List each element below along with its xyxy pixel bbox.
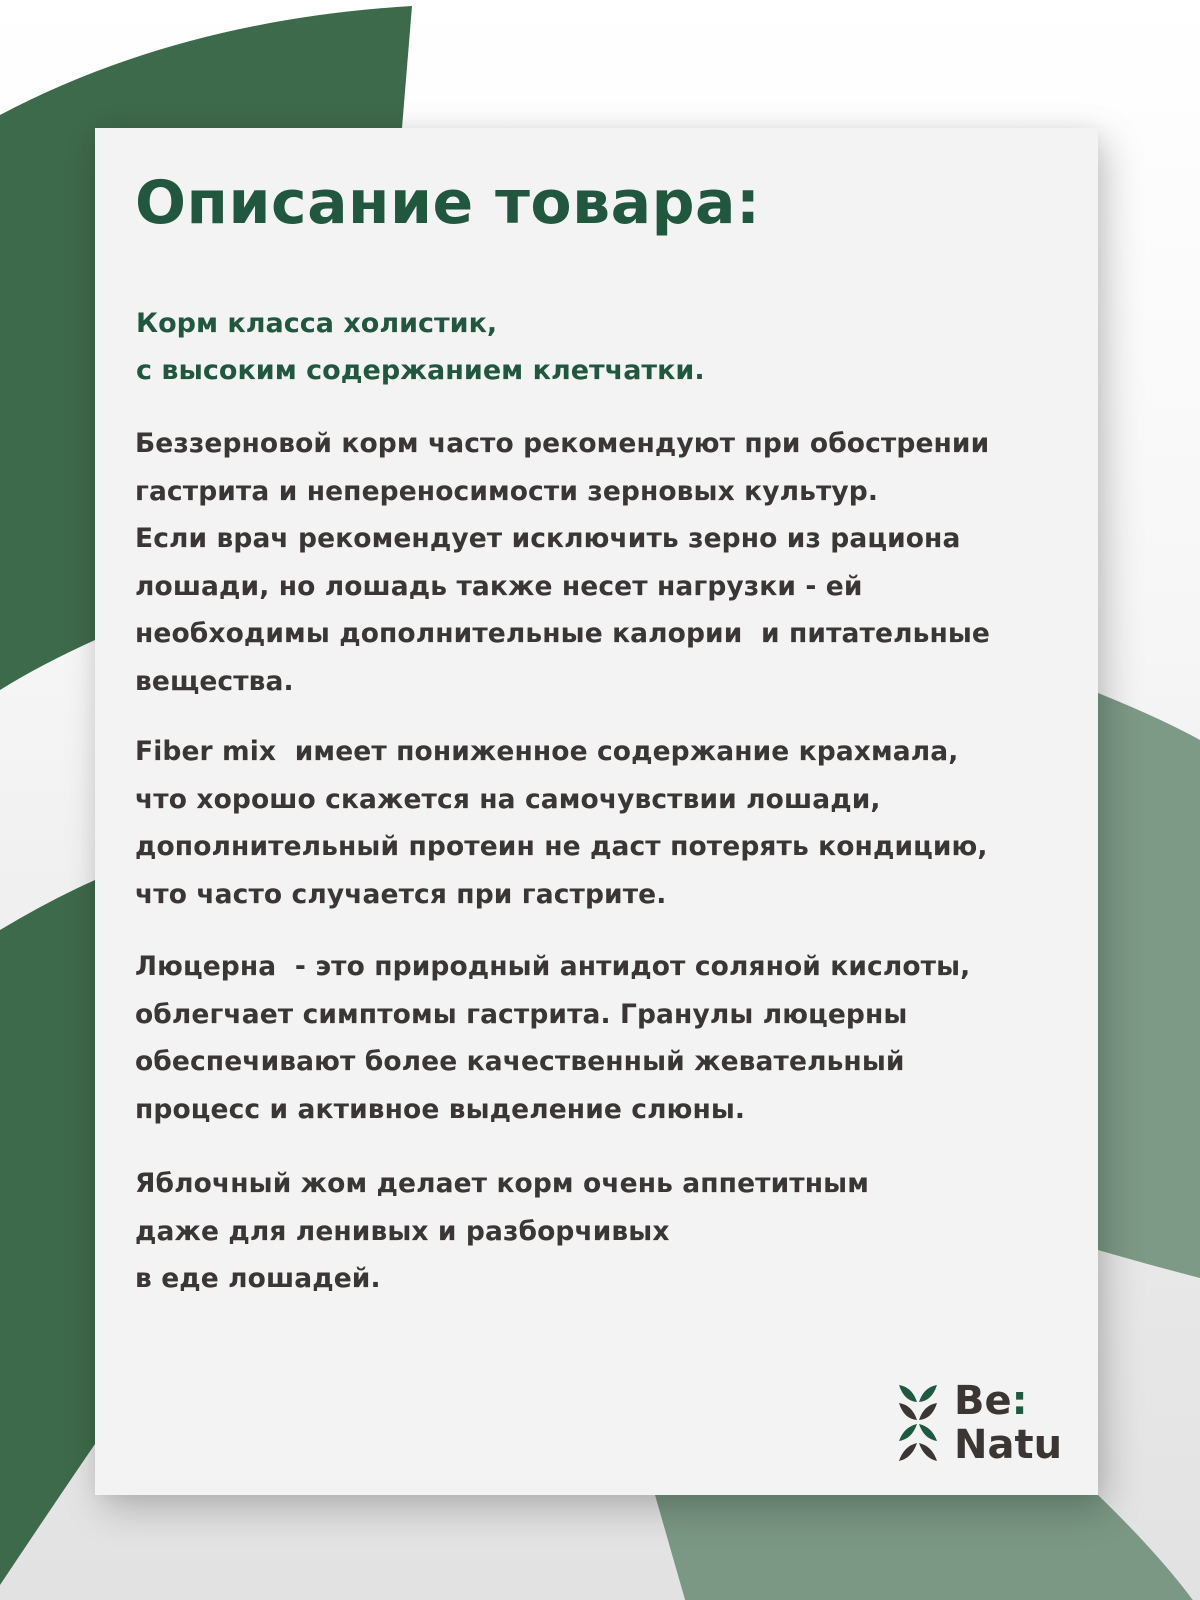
brand-name-line1: Be xyxy=(954,1378,1012,1424)
paragraph-line: Если врач рекомендует исключить зерно из рациона xyxy=(135,523,961,554)
paragraph-line: Яблочный жом делает корм очень аппетитным xyxy=(135,1168,869,1199)
paragraph-line: процесс и активное выделение слюны. xyxy=(135,1093,746,1125)
paragraph-line: что часто случается при гастрите. xyxy=(135,878,667,910)
paragraph-apple-pulp xyxy=(135,1160,869,1303)
subtitle xyxy=(136,300,705,394)
subtitle-line: Корм класса холистик, xyxy=(136,308,498,339)
bg-shape-sage-right xyxy=(1098,693,1200,1278)
paragraph-grain-free xyxy=(135,420,990,705)
paragraph-alfalfa xyxy=(135,943,970,1133)
paragraph-line: что хорошо скажется на самочувствии лошади, xyxy=(135,783,881,815)
paragraph-fiber-mix xyxy=(135,728,988,918)
paragraph-line: Люцерна - это природный антидот соляной кислоты, xyxy=(135,951,971,982)
paragraph-line: обеспечивают более качественный жевательный xyxy=(135,1046,905,1077)
brand-name xyxy=(954,1379,1062,1467)
paragraph-line: лошади, но лошадь также несет нагрузки - ей xyxy=(135,570,863,602)
brand-name-line2: Natu xyxy=(954,1422,1063,1468)
subtitle-line: с высоким содержанием клетчатки. xyxy=(136,355,705,386)
leaf-sprout-icon xyxy=(898,1383,938,1463)
bg-shape-sage-bottom xyxy=(655,1495,1200,1600)
brand-colon: : xyxy=(1011,1378,1028,1424)
brand-logo xyxy=(898,1379,1062,1467)
paragraph-line: даже для ленивых и разборчивых xyxy=(135,1215,670,1247)
bg-shape-dark-green-bottom xyxy=(0,880,95,1585)
product-description-card xyxy=(95,128,1098,1495)
page-title: Описание товара: xyxy=(135,168,761,238)
paragraph-line: облегчает симптомы гастрита. Гранулы люцерны xyxy=(135,998,908,1030)
paragraph-line: дополнительный протеин не даст потерять кондицию, xyxy=(135,831,988,862)
paragraph-line: Беззерновой корм часто рекомендуют при обострении xyxy=(135,428,990,459)
paragraph-line: в еде лошадей. xyxy=(135,1263,381,1294)
paragraph-line: вещества. xyxy=(135,665,294,697)
paragraph-line: необходимы дополнительные калории и питательные xyxy=(135,618,990,649)
paragraph-line: гастрита и непереносимости зерновых культур. xyxy=(135,475,879,507)
paragraph-line: Fiber mix имеет пониженное содержание крахмала, xyxy=(135,736,959,767)
